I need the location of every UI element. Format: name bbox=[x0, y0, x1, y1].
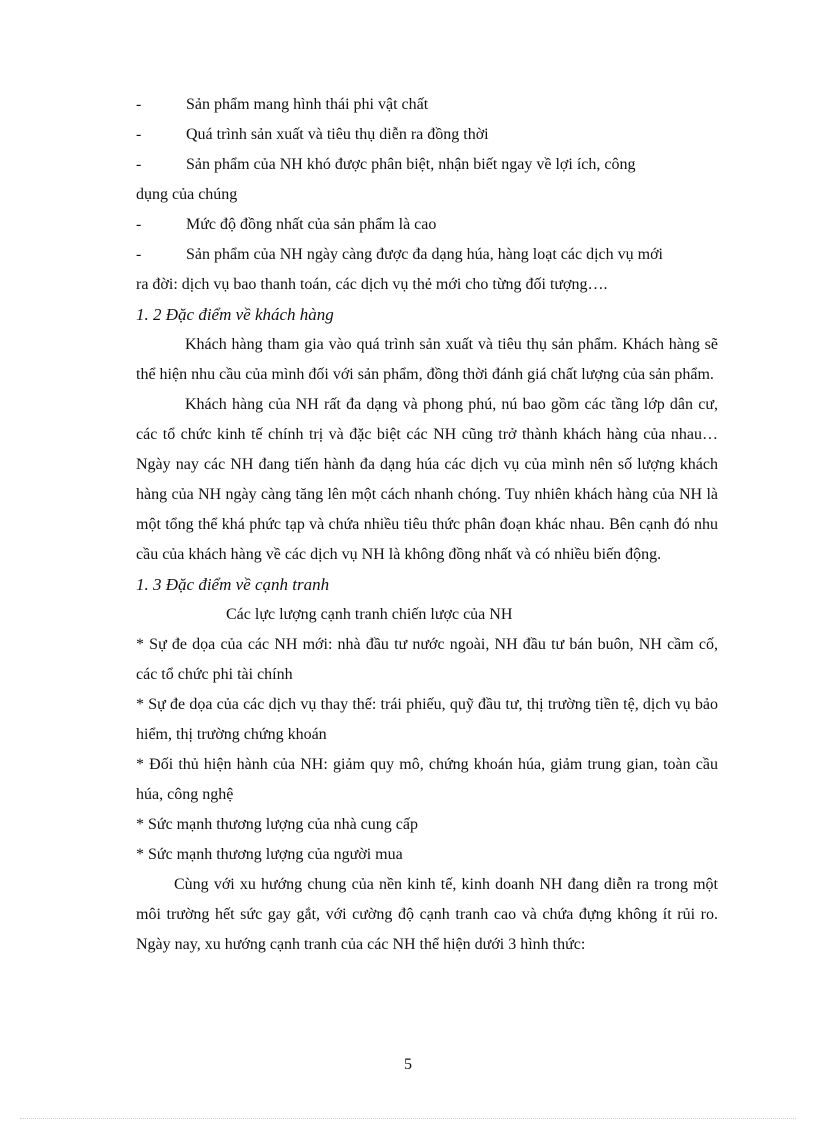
star-item: * Sức mạnh thương lượng của nhà cung cấp bbox=[136, 816, 418, 833]
paragraph: Khách hàng của NH rất đa dạng và phong phú, nú bao gồm các tầng lớp dân cư, các tổ chức kinh tế chính trị và đặc biệt các NH cũng trở thành khách hàng của nhau…Ngày nay các NH đang tiến hành đa dạng húa các dịch vụ của mình nên số lượng khách hàng của NH ngày càng tăng lên một cách nhanh chóng. Tuy nhiên khách hàng của NH là một tổng thể khá phức tạp và chứa nhiều tiêu thức phân đoạn khác nhau. Bên cạnh đó nhu cầu của khách hàng về các dịch vụ NH là không đồng nhất và có nhiều biến động. bbox=[136, 396, 718, 563]
section-heading-customers: 1. 2 Đặc điểm về khách hàng bbox=[136, 305, 334, 324]
paragraph: Khách hàng tham gia vào quá trình sản xuất và tiêu thụ sản phẩm. Khách hàng sẽ thể hiện nhu cầu của mình đối với sản phẩm, đồng thời đánh giá chất lượng của sản phẩm. bbox=[136, 336, 718, 383]
section-heading-competition: 1. 3 Đặc điểm về cạnh tranh bbox=[136, 575, 330, 594]
list-dash: - bbox=[136, 156, 142, 173]
list-item-text: Sản phẩm mang hình thái phi vật chất bbox=[186, 96, 429, 113]
list-item-continuation: dụng của chúng bbox=[136, 186, 238, 203]
star-item: * Sự đe dọa của các NH mới: nhà đầu tư nước ngoài, NH đầu tư bán buôn, NH cầm cố, các tổ chức phi tài chính bbox=[136, 636, 718, 683]
list-item-text: Sản phẩm của NH khó được phân biệt, nhận biết ngay về lợi ích, công bbox=[186, 156, 636, 173]
star-item: * Đối thủ hiện hành của NH: giảm quy mô, chứng khoán húa, giảm trung gian, toàn cầu húa, công nghệ bbox=[136, 756, 718, 803]
paragraph: Cùng với xu hướng chung của nền kinh tế, kinh doanh NH đang diễn ra trong một môi trường hết sức gay gắt, với cường độ cạnh tranh cao và chứa đựng không ít rủi ro. Ngày nay, xu hướng cạnh tranh của các NH thể hiện dưới 3 hình thức: bbox=[136, 876, 718, 953]
list-item bbox=[136, 120, 718, 150]
page-bottom-divider bbox=[20, 1118, 796, 1119]
list-item bbox=[136, 210, 718, 240]
list-item bbox=[136, 90, 718, 120]
list-item-continuation: ra đời: dịch vụ bao thanh toán, các dịch vụ thẻ mới cho từng đối tượng…. bbox=[136, 276, 608, 293]
list-dash: - bbox=[136, 246, 142, 263]
list-item-text: Quá trình sản xuất và tiêu thụ diễn ra đồng thời bbox=[186, 126, 489, 143]
list-dash: - bbox=[136, 126, 142, 143]
list-item-text: Mức độ đồng nhất của sản phẩm là cao bbox=[186, 216, 437, 233]
page-number: 5 bbox=[404, 1056, 412, 1073]
list-item bbox=[136, 150, 718, 180]
list-dash: - bbox=[136, 96, 142, 113]
star-item: * Sự đe dọa của các dịch vụ thay thế: trái phiếu, quỹ đầu tư, thị trường tiền tệ, dịch vụ bảo hiểm, thị trường chứng khoán bbox=[136, 696, 718, 743]
page-body bbox=[136, 90, 718, 960]
list-item-text: Sản phẩm của NH ngày càng được đa dạng húa, hàng loạt các dịch vụ mới bbox=[186, 246, 663, 263]
forces-title: Các lực lượng cạnh tranh chiến lược của NH bbox=[226, 606, 513, 623]
list-dash: - bbox=[136, 216, 142, 233]
star-item: * Sức mạnh thương lượng của người mua bbox=[136, 846, 403, 863]
list-item bbox=[136, 240, 718, 270]
